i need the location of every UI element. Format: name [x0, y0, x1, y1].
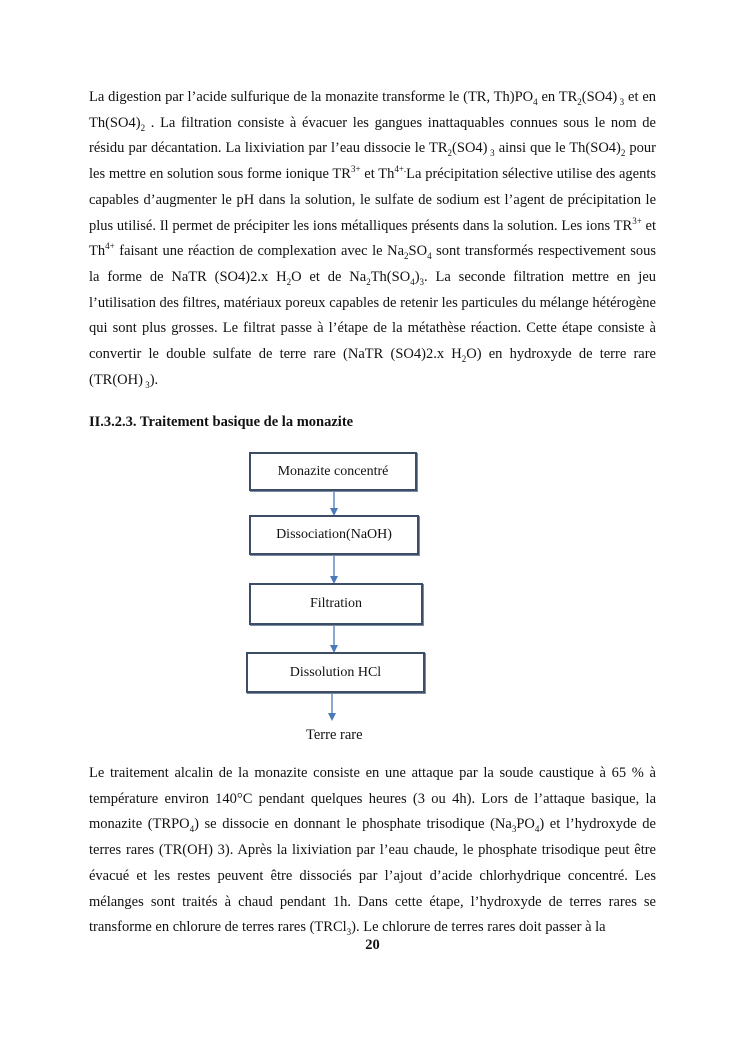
paragraph-alkaline-treatment: Le traitement alcalin de la monazite consiste en une attaque par la soude caustique à 65 % à température environ 140°C pendant quelques heures (3 ou 4h). Lors de l’attaque basique, la monazite $(TRPO_4)$ se dissocie en donnant le phosphate trisodique $(Na_3PO_4)$ et l’hydroxyde de terres rares (TR(OH) 3). Après la lixiviation par l’eau chaude, le phosphate trisodique peut être évacué et les restes peuvent être dissociés par l’ajout d’acide chlorhydrique concentré. Les mélanges sont traités à chaud pendant 1h. Dans cette étape, l’hydroxyde de terres rares se transforme en chlorure de terres rares (TRCl$_3$). Le chlorure de terres rares doit passer à la — [89, 765, 656, 938]
flow-step-monazite: Monazite concentré — [249, 452, 417, 491]
section-heading: II.3.2.3. Traitement basique de la monazite — [89, 414, 354, 430]
flow-step-dissolution: Dissolution HCl — [246, 652, 425, 693]
flow-step-dissociation: Dissociation(NaOH) — [249, 515, 419, 555]
flow-end-label: Terre rare — [306, 727, 363, 743]
flow-step-filtration: Filtration — [249, 583, 423, 625]
page-number: 20 — [365, 937, 380, 953]
paragraph-sulfuric-digestion: La digestion par l’acide sulfurique de la monazite transforme le (TR, $Th)PO_4$ en $TR_2(SO4)$ $_3$ et en $Th(SO4)_2$ . La filtration consiste à évacuer les gangues inattaquables connues sous le nom de résidu par décantation. La lixiviation par l’eau dissocie le $TR_2(SO4)$ $_3$ ainsi que le $Th(SO4)_2$ pour les mettre en solution sous forme ionique $TR^{3+}$ et $Th^{4+.}La$ précipitation sélective utilise des agents capables d’augmenter le pH dans la solution, le sulfate de sodium est l’agent de précipitation le plus utilisé. Il permet de précipiter les ions métalliques présents dans la solution. Les ions $TR^{3+}$ et $Th^{4+}$ faisant une réaction de complexation avec le $Na_2SO_4$ sont transformés respectivement sous la forme de NaTR (SO4)2.x $H_2O$ et de $Na_2Th(SO_4)_3$. La seconde filtration mettre en jeu l’utilisation des filtres, matériaux poreux capables de retenir les particules du mélange hétérogène qui sont plus grosses. Le filtrat passe à l’étape de la métathèse réaction. Cette étape consiste à convertir le double sulfate de terre rare (NaTR (SO4)2.x $H_2O$) en hydroxyde de terre rare (TR(OH) $_3$). — [89, 89, 657, 390]
